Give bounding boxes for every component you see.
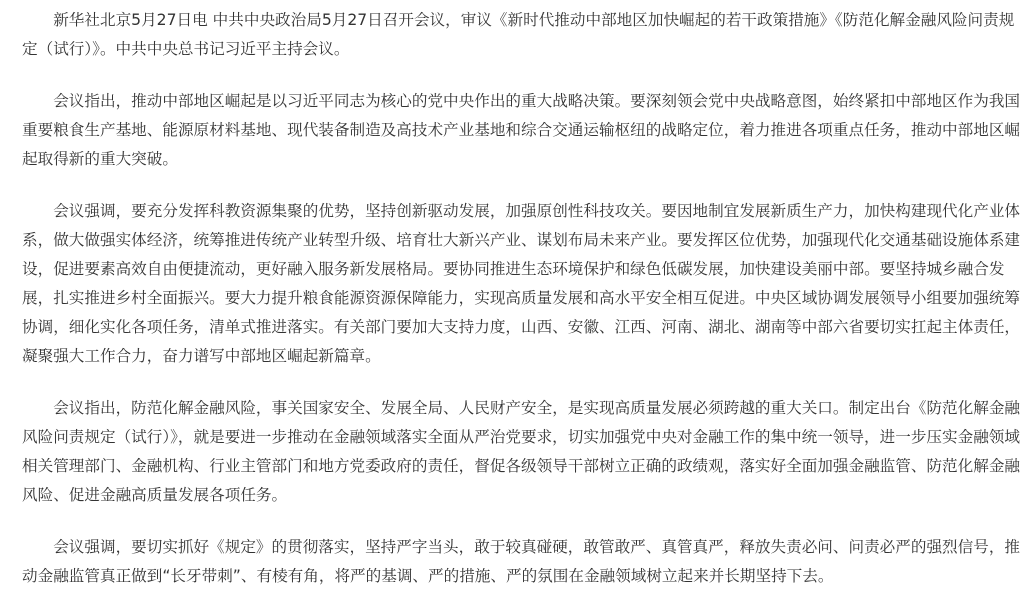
paragraph-central-rise: 会议指出，推动中部地区崛起是以习近平同志为核心的党中央作出的重大战略决策。要深刻领会党中央战略意图，始终紧扣中部地区作为我国重要粮食生产基地、能源原材料基地、现代装备制造及高技术产业基地和综合交通运输枢纽的战略定位，着力推进各项重点任务，推动中部地区崛起取得新的重大突破。 [22,92,1021,168]
paragraph-intro: 新华社北京5月27日电 中共中央政治局5月27日召开会议，审议《新时代推动中部地区加快崛起的若干政策措施》《防范化解金融风险问责规定（试行）》。中共中央总书记习近平主持会议。 [22,11,1015,58]
paragraph-financial-risk: 会议指出，防范化解金融风险，事关国家安全、发展全局、人民财产安全，是实现高质量发展必须跨越的重大关口。制定出台《防范化解金融风险问责规定（试行）》，就是要进一步推动在金融领域落实全面从严治党要求，切实加强党中央对金融工作的集中统一领导，进一步压实金融领域相关管理部门、金融机构、行业主管部门和地方党委政府的责任，督促各级领导干部树立正确的政绩观，落实好全面加强金融监管、防范化解金融风险、促进金融高质量发展各项任务。 [22,399,1021,504]
paragraph-innovation-development: 会议强调，要充分发挥科教资源集聚的优势，坚持创新驱动发展，加强原创性科技攻关。要因地制宜发展新质生产力，加快构建现代化产业体系，做大做强实体经济，统筹推进传统产业转型升级、培育壮大新兴产业、谋划布局未来产业。要发挥区位优势，加强现代化交通基础设施体系建设，促进要素高效自由便捷流动，更好融入服务新发展格局。要协同推进生态环境保护和绿色低碳发展，加快建设美丽中部。要坚持城乡融合发展，扎实推进乡村全面振兴。要大力提升粮食能源资源保障能力，实现高质量发展和高水平安全相互促进。中央区域协调发展领导小组要加强统筹协调，细化实化各项任务，清单式推进落实。有关部门要加大支持力度，山西、安徽、江西、河南、湖北、湖南等中部六省要切实扛起主体责任，凝聚强大工作合力，奋力谱写中部地区崛起新篇章。 [22,202,1021,365]
paragraph-regulation-implementation: 会议强调，要切实抓好《规定》的贯彻落实，坚持严字当头，敢于较真碰硬，敢管敢严、真管真严，释放失责必问、问责必严的强烈信号，推动金融监管真正做到“长牙带刺”、有棱有角，将严的基调、严的措施、严的氛围在金融领域树立起来并长期坚持下去。 [22,538,1021,585]
